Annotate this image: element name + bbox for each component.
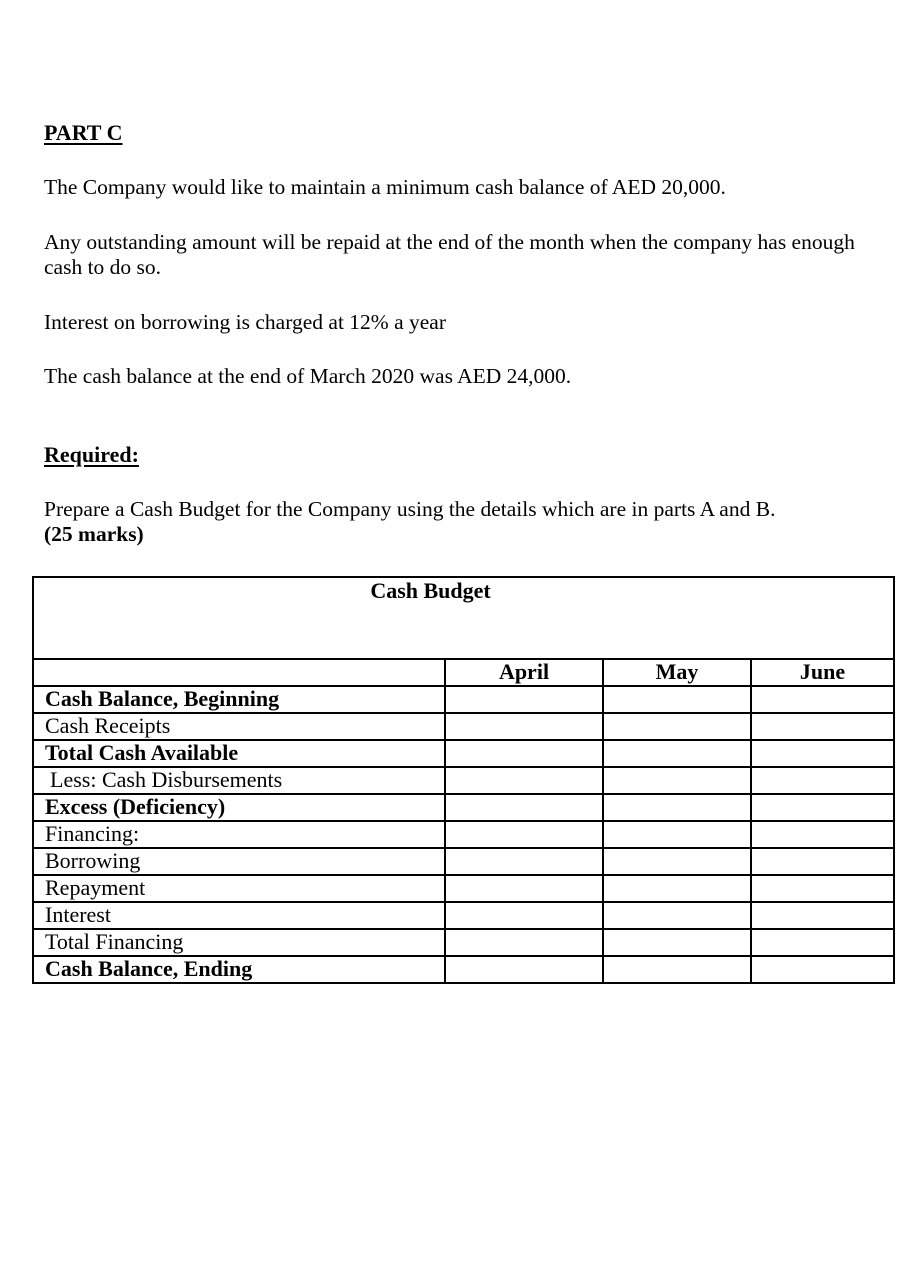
table-row (33, 929, 894, 956)
paragraph-repayment: Any outstanding amount will be repaid at the end of the month when the company has enough cash to do so. (44, 230, 855, 279)
table-title-cell (33, 577, 894, 659)
cell-june (751, 686, 894, 713)
paragraph-interest: Interest on borrowing is charged at 12% a year (44, 310, 446, 334)
cell-may (603, 902, 751, 929)
paragraph-opening-balance: The cash balance at the end of March 2020 was AED 24,000. (44, 364, 572, 388)
header-june: June (751, 659, 894, 686)
cell-may (603, 929, 751, 956)
table-row (33, 713, 894, 740)
cell-june (751, 956, 894, 983)
table-row (33, 794, 894, 821)
cell-june (751, 929, 894, 956)
table-header-row (33, 659, 894, 686)
cell-june (751, 767, 894, 794)
table-row (33, 848, 894, 875)
cell-may (603, 875, 751, 902)
cell-june (751, 875, 894, 902)
part-heading: PART C (44, 120, 123, 145)
cell-april (445, 848, 603, 875)
table-row (33, 767, 894, 794)
cell-april (445, 929, 603, 956)
cell-april (445, 821, 603, 848)
cell-june (751, 821, 894, 848)
table-row (33, 875, 894, 902)
row-label: Interest (33, 902, 445, 929)
table-row (33, 740, 894, 767)
table-row (33, 902, 894, 929)
cell-june (751, 902, 894, 929)
cell-april (445, 902, 603, 929)
table-row (33, 956, 894, 983)
header-april: April (445, 659, 603, 686)
cell-may (603, 956, 751, 983)
cell-june (751, 713, 894, 740)
table-row (33, 686, 894, 713)
cell-april (445, 686, 603, 713)
row-label: Repayment (33, 875, 445, 902)
cell-june (751, 740, 894, 767)
cell-april (445, 767, 603, 794)
header-blank (33, 659, 445, 686)
table-title: Cash Budget (370, 578, 491, 603)
row-label: Cash Balance, Ending (33, 956, 445, 983)
cell-may (603, 794, 751, 821)
table-title-row (33, 577, 894, 659)
cell-june (751, 794, 894, 821)
cell-may (603, 686, 751, 713)
cell-may (603, 740, 751, 767)
cell-april (445, 794, 603, 821)
required-heading: Required: (44, 442, 139, 467)
cell-april (445, 956, 603, 983)
marks-label: (25 marks) (44, 522, 144, 546)
paragraph-minimum-balance: The Company would like to maintain a minimum cash balance of AED 20,000. (44, 175, 726, 199)
cell-april (445, 740, 603, 767)
cash-budget-table (32, 576, 895, 984)
row-label: Borrowing (33, 848, 445, 875)
cell-june (751, 848, 894, 875)
required-instructions (44, 497, 874, 547)
row-label: Excess (Deficiency) (33, 794, 445, 821)
row-label: Total Financing (33, 929, 445, 956)
row-label: Cash Receipts (33, 713, 445, 740)
cell-may (603, 767, 751, 794)
row-label: Financing: (33, 821, 445, 848)
cell-may (603, 821, 751, 848)
table-row (33, 821, 894, 848)
cell-april (445, 875, 603, 902)
cell-may (603, 713, 751, 740)
cell-may (603, 848, 751, 875)
required-text: Prepare a Cash Budget for the Company using the details which are in parts A and B. (44, 497, 776, 521)
cell-april (445, 713, 603, 740)
row-label: Cash Balance, Beginning (33, 686, 445, 713)
row-label: Total Cash Available (33, 740, 445, 767)
row-label: Less: Cash Disbursements (33, 767, 445, 794)
header-may: May (603, 659, 751, 686)
